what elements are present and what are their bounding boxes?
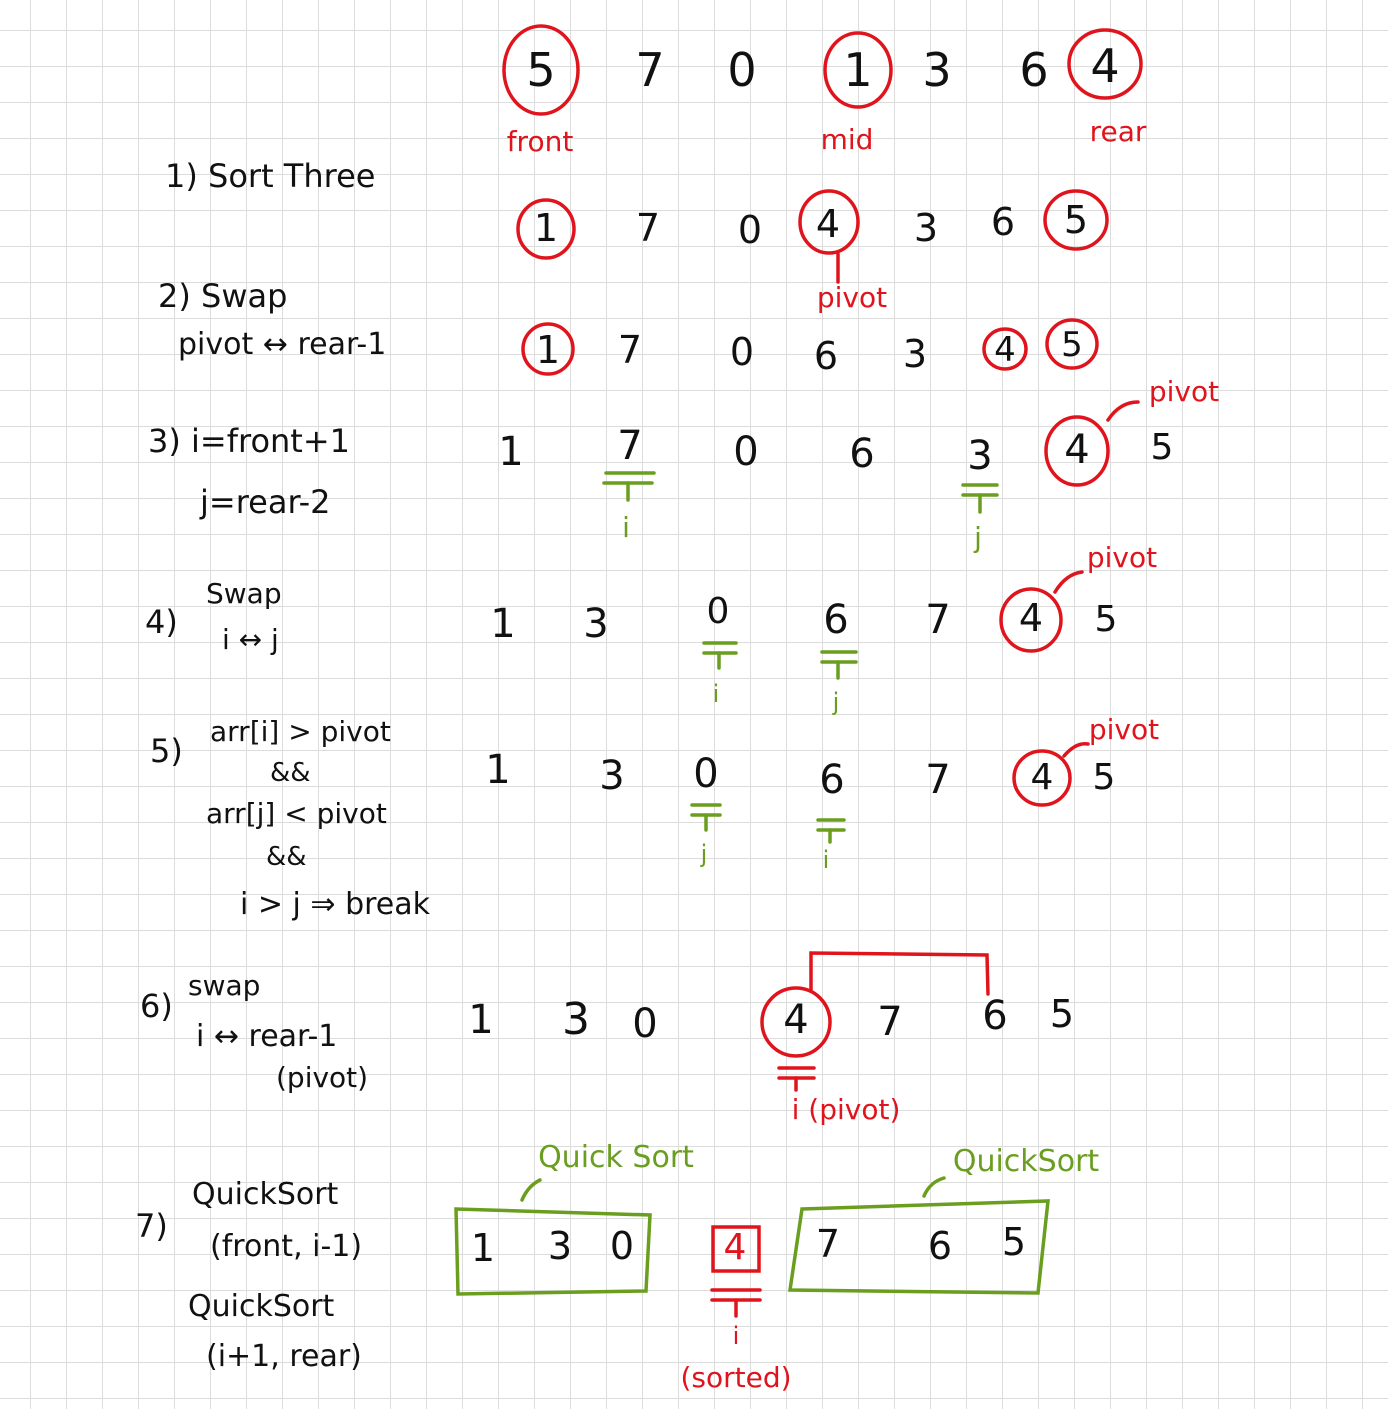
- step6-label-b: i ↔ rear-1: [196, 1019, 338, 1054]
- step7-label-b: (front, i-1): [210, 1229, 363, 1264]
- mark-i: i: [732, 1322, 740, 1350]
- left-subarray-title: Quick Sort: [538, 1140, 694, 1175]
- cell: 5: [1001, 1220, 1027, 1264]
- cell: 6: [819, 757, 845, 803]
- sorted-pivot: 4: [723, 1227, 747, 1268]
- cell: 3: [562, 994, 590, 1045]
- circle: [984, 329, 1026, 369]
- step3-label-b: j=rear-2: [200, 483, 331, 521]
- step4-label-a: Swap: [206, 577, 282, 610]
- cell: 4: [994, 330, 1016, 370]
- cell: 3: [599, 753, 625, 799]
- step7-label-c: QuickSort: [188, 1289, 335, 1324]
- step6-num: 6): [140, 987, 173, 1025]
- left-subarray-box: [456, 1209, 650, 1294]
- cell: 6: [990, 200, 1016, 244]
- cell: 1: [468, 997, 494, 1043]
- mark-j: j: [832, 688, 840, 716]
- step7-label-a: QuickSort: [192, 1177, 339, 1212]
- mark-i: i: [712, 680, 720, 708]
- step5-label-a: arr[i] > pivot: [210, 715, 391, 748]
- circle: [1047, 320, 1097, 368]
- tag-pivot: pivot: [816, 281, 888, 314]
- circle: [1045, 191, 1107, 249]
- cell: 6: [849, 431, 875, 477]
- cell: 3: [583, 601, 609, 647]
- cell: 5: [1049, 992, 1075, 1036]
- step5-label-e: i > j ⇒ break: [240, 887, 431, 922]
- cell: 5: [1063, 198, 1089, 242]
- cell: 0: [706, 591, 730, 632]
- cell: 6: [1019, 43, 1049, 97]
- cell: 3: [967, 433, 993, 479]
- cell: 4: [1064, 427, 1090, 473]
- circle-mid: [825, 33, 891, 107]
- cell: 1: [485, 747, 511, 793]
- cell: 1: [535, 328, 561, 372]
- step5-num: 5): [150, 732, 183, 770]
- step4-num: 4): [145, 603, 178, 641]
- pivot-pointer: [1064, 744, 1088, 756]
- circle-pivot: [800, 191, 858, 253]
- step7-label-d: (i+1, rear): [206, 1339, 362, 1374]
- step5-label-b: &&: [270, 758, 311, 788]
- cell: 3: [547, 1224, 573, 1268]
- step5-label-c: arr[j] < pivot: [206, 797, 387, 830]
- pivot-pointer: [1108, 402, 1138, 420]
- mark-j: j: [700, 840, 708, 868]
- step7-num: 7): [135, 1207, 168, 1245]
- cell: 0: [609, 1224, 635, 1268]
- cell: 6: [823, 597, 849, 643]
- tag-mid: mid: [820, 123, 874, 156]
- step4-label-b: i ↔ j: [222, 623, 279, 656]
- mark-i: i: [822, 846, 830, 874]
- cell: 1: [490, 601, 516, 647]
- circle-pivot: [1014, 751, 1070, 805]
- cell: 0: [733, 429, 759, 475]
- step6-label-c: (pivot): [276, 1061, 369, 1094]
- cell: 6: [813, 334, 839, 378]
- sorted-label: (sorted): [680, 1361, 792, 1394]
- mark-j: j: [974, 521, 982, 554]
- cell: 3: [902, 332, 928, 376]
- circle-pivot: [1001, 589, 1061, 651]
- tag-rear: rear: [1089, 115, 1147, 148]
- cell: 1: [498, 429, 524, 475]
- cell: 3: [922, 43, 952, 97]
- cell: 7: [815, 1222, 841, 1266]
- tag-pivot: pivot: [1148, 375, 1220, 408]
- step2-label-b: pivot ↔ rear-1: [178, 327, 387, 362]
- pivot-pointer: [1055, 572, 1082, 592]
- step6-label-a: swap: [188, 969, 261, 1002]
- cell: 0: [729, 330, 755, 374]
- cell: 1: [470, 1226, 496, 1270]
- swap-bracket: [811, 953, 988, 994]
- cell: 5: [1092, 757, 1116, 798]
- tag-pivot: pivot: [1086, 541, 1158, 574]
- circle: [518, 200, 574, 258]
- cell: 7: [925, 597, 951, 643]
- circle-front: [504, 26, 578, 114]
- mark-i-pivot: i (pivot): [791, 1093, 901, 1126]
- right-subarray-box: [790, 1201, 1048, 1293]
- cell: 5: [1061, 325, 1083, 365]
- cell: 0: [737, 208, 763, 252]
- cell: 3: [913, 206, 939, 250]
- circle: [523, 324, 573, 374]
- circle-pivot: [762, 988, 830, 1056]
- cell: 5: [526, 43, 556, 97]
- cell: 1: [843, 43, 873, 97]
- cell: 4: [1090, 39, 1120, 93]
- step1-label: 1) Sort Three: [165, 157, 376, 195]
- cell: 7: [635, 43, 665, 97]
- right-subarray-title: QuickSort: [952, 1144, 1100, 1179]
- cell: 5: [1094, 599, 1118, 640]
- tag-pivot: pivot: [1088, 713, 1160, 746]
- circle-rear: [1069, 30, 1141, 98]
- cell: 0: [727, 43, 757, 97]
- cell: 0: [693, 751, 719, 797]
- sorted-box: [713, 1227, 759, 1271]
- cell: 6: [927, 1224, 953, 1268]
- step3-label-a: 3) i=front+1: [148, 422, 351, 460]
- cell: 4: [1018, 596, 1044, 640]
- cell: 7: [877, 999, 903, 1045]
- step5-label-d: &&: [266, 842, 307, 872]
- step2-label-a: 2) Swap: [158, 277, 288, 315]
- circle-pivot: [1046, 417, 1108, 485]
- cell: 1: [533, 206, 559, 250]
- cell: 7: [635, 206, 661, 250]
- cell: 4: [783, 997, 809, 1043]
- tag-front: front: [506, 125, 574, 158]
- cell: 7: [925, 757, 951, 803]
- cell: 0: [632, 1001, 658, 1047]
- cell: 4: [815, 202, 841, 246]
- cell: 7: [617, 328, 643, 372]
- cell: 4: [1030, 757, 1054, 798]
- mark-i: i: [622, 511, 630, 544]
- cell: 7: [617, 423, 643, 469]
- cell: 5: [1150, 427, 1174, 468]
- cell: 6: [982, 993, 1008, 1039]
